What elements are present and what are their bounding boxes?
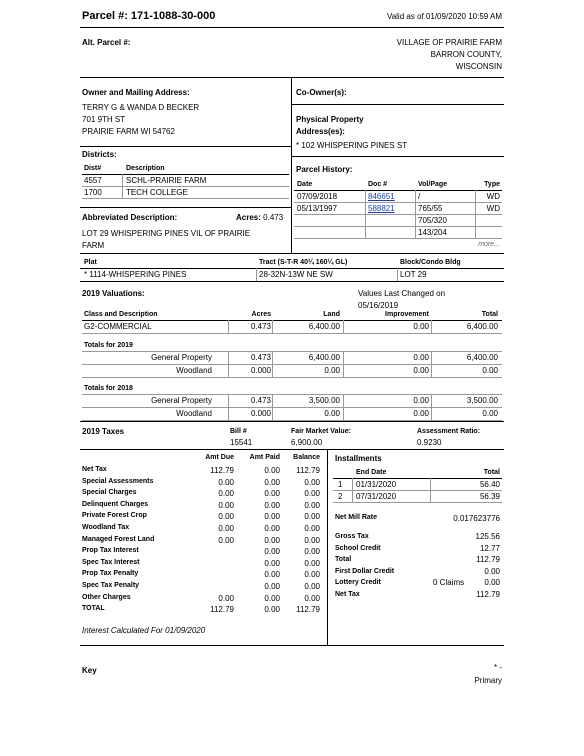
history-more-link[interactable]: more... <box>478 241 500 248</box>
val-col-line <box>431 351 432 377</box>
history-header-doc: Doc # <box>368 181 388 188</box>
acres-value: 0.473 <box>263 213 284 222</box>
tax-amt-paid: 0.00 <box>264 570 280 579</box>
key-divider <box>80 645 504 646</box>
val-land: 6,400.00 <box>308 322 340 331</box>
tax-amt-paid: 0.00 <box>264 559 280 568</box>
bill-value: 15541 <box>230 438 253 447</box>
municipality-line: VILLAGE OF PRAIRIE FARM <box>396 38 502 47</box>
tax-row-label: Woodland Tax <box>82 524 130 531</box>
val-col-line <box>431 394 432 420</box>
abbrev-line: FARM <box>82 241 105 250</box>
val-header-land: Land <box>323 311 340 318</box>
tax-balance: 0.00 <box>304 524 320 533</box>
tax-balance: 0.00 <box>304 582 320 591</box>
section-divider <box>80 77 504 78</box>
municipality-block <box>397 37 502 73</box>
history-row-line <box>294 226 502 227</box>
tax-row-label: Prop Tax Interest <box>82 547 139 554</box>
summary-label: Gross Tax <box>335 533 369 540</box>
tax-amt-paid: 0.00 <box>264 594 280 603</box>
fmv-label: Fair Market Value: <box>291 428 351 435</box>
tax-amt-paid: 0.00 <box>264 489 280 498</box>
plat-header: Plat <box>84 259 97 266</box>
summary-value: 12.77 <box>479 544 500 553</box>
abbrev-label: Abbreviated Description: <box>82 213 178 222</box>
summary-value: 0.00 <box>484 567 500 576</box>
inst-row-line <box>333 502 502 503</box>
values-changed-line: 05/16/2019 <box>358 301 399 310</box>
summary-label: First Dollar Credit <box>335 568 395 575</box>
districts-row-line <box>82 198 289 199</box>
history-date: 05/13/1997 <box>297 204 338 213</box>
summary-value: 125.56 <box>475 532 500 541</box>
tract-value: 28-32N-13W NE SW <box>259 270 333 279</box>
totals-improvement: 0.00 <box>413 409 429 418</box>
totals-improvement: 0.00 <box>413 366 429 375</box>
districts-row-line <box>82 174 289 175</box>
val-col-line <box>343 320 344 333</box>
val-row-line <box>82 394 502 395</box>
val-row-line <box>82 333 502 334</box>
inst-col-line <box>430 478 431 502</box>
lottery-claims: 0 Claims <box>433 578 465 587</box>
history-volpage: 705/320 <box>418 216 447 225</box>
history-row-line <box>294 238 502 239</box>
tax-balance: 0.00 <box>304 489 320 498</box>
history-header-date: Date <box>297 181 313 188</box>
totals-total: 0.00 <box>482 366 498 375</box>
key-label: Key <box>82 666 97 675</box>
val-row-line <box>82 320 502 321</box>
property-address-value: * 102 WHISPERING PINES ST <box>296 141 408 150</box>
co-owner-label: Co-Owner(s): <box>296 88 347 97</box>
totals-land: 0.00 <box>324 409 340 418</box>
abbrev-text <box>82 228 250 252</box>
tax-row-label: TOTAL <box>82 605 105 612</box>
totals-class: General Property <box>151 396 212 405</box>
tax-balance: 0.00 <box>304 559 320 568</box>
district-number: 1700 <box>84 188 102 197</box>
val-header-improvement: Improvement <box>385 311 429 318</box>
summary-label: School Credit <box>335 545 381 552</box>
summary-value: 112.79 <box>476 590 500 599</box>
inst-row-line <box>333 478 502 479</box>
totals-land: 0.00 <box>324 366 340 375</box>
totals-2018-label: Totals for 2018 <box>84 385 133 392</box>
tax-row-label: Other Charges <box>82 594 131 601</box>
plat-bottom-border <box>80 281 504 282</box>
ratio-value: 0.9230 <box>417 438 442 447</box>
abbrev-line: LOT 29 WHISPERING PINES VIL OF PRAIRIE <box>82 229 251 238</box>
tax-amt-paid: 0.00 <box>264 582 280 591</box>
val-header-acres: Acres <box>251 311 271 318</box>
totals-acres: 0.473 <box>250 353 271 362</box>
tax-amt-due: 0.00 <box>218 489 234 498</box>
tax-amt-due: 0.00 <box>218 501 234 510</box>
tax-row-label: Spec Tax Penalty <box>82 582 140 589</box>
property-address-label-line: Address(es): <box>296 127 345 136</box>
summary-label: Total <box>335 556 352 563</box>
totals-improvement: 0.00 <box>413 353 429 362</box>
alt-parcel-label: Alt. Parcel #: <box>82 38 131 47</box>
tract-header: Tract (S-T-R 40¼ 160¼ GL) <box>259 259 348 266</box>
val-col-line <box>272 351 273 377</box>
header-divider <box>80 27 504 28</box>
fmv-value: 6,900.00 <box>291 438 323 447</box>
tax-amt-paid: 0.00 <box>264 478 280 487</box>
inst-number: 1 <box>338 480 343 489</box>
net-mill-value: 0.017623776 <box>453 514 500 523</box>
totals-land: 6,400.00 <box>308 353 340 362</box>
tax-header-balance: Balance <box>293 454 320 461</box>
tax-amt-paid: 0.00 <box>264 536 280 545</box>
totals-class: General Property <box>151 353 212 362</box>
districts-header-desc: Description <box>126 165 165 172</box>
district-description: SCHL-PRAIRIE FARM <box>126 176 207 185</box>
val-col-line <box>272 320 273 333</box>
values-changed-line: Values Last Changed on <box>358 289 446 298</box>
val-header-total: Total <box>481 311 498 318</box>
val-header-class: Class and Description <box>84 311 158 318</box>
tax-header-amt-due: Amt Due <box>205 454 234 461</box>
tax-balance: 0.00 <box>304 594 320 603</box>
val-col-line <box>228 320 229 333</box>
history-doc-link[interactable]: 846651 <box>368 192 395 201</box>
val-improvement: 0.00 <box>413 322 429 331</box>
val-col-line <box>228 394 229 420</box>
tax-row-label: Special Assessments <box>82 478 154 485</box>
inst-number: 2 <box>338 492 343 501</box>
municipality-line: WISCONSIN <box>455 62 502 71</box>
val-col-line <box>343 351 344 377</box>
val-col-line <box>272 394 273 420</box>
val-total: 6,400.00 <box>466 322 498 331</box>
totals-2019-label: Totals for 2019 <box>84 342 133 349</box>
tax-amt-due: 0.00 <box>218 512 234 521</box>
tax-balance: 0.00 <box>304 501 320 510</box>
owner-line: 701 9TH ST <box>82 115 126 124</box>
block-header: Block/Condo Bldg <box>400 259 461 266</box>
owner-address <box>82 102 199 138</box>
history-volpage: 143/204 <box>418 228 447 237</box>
inst-col-line <box>352 478 353 502</box>
tax-balance: 112.79 <box>296 605 320 614</box>
history-row-line <box>294 202 502 203</box>
tax-row-label: Spec Tax Interest <box>82 559 140 566</box>
abbrev-divider <box>80 207 291 208</box>
val-row-line <box>82 351 502 352</box>
taxes-column-divider <box>327 449 328 645</box>
parcel-number: Parcel #: 171-1088-30-000 <box>82 10 216 22</box>
tax-header-amt-paid: Amt Paid <box>249 454 280 461</box>
history-doc-link[interactable]: 588821 <box>368 204 395 213</box>
val-acres: 0.473 <box>250 322 271 331</box>
history-label: Parcel History: <box>296 165 353 174</box>
tax-amt-due: 0.00 <box>218 524 234 533</box>
block-value: LOT 29 <box>400 270 427 279</box>
val-row-line <box>82 407 502 408</box>
tax-amt-paid: 0.00 <box>264 466 280 475</box>
totals-total: 3,500.00 <box>466 396 498 405</box>
tax-amt-due: 112.79 <box>210 466 234 475</box>
tax-amt-paid: 0.00 <box>264 605 280 614</box>
totals-class: Woodland <box>176 409 212 418</box>
totals-class: Woodland <box>176 366 212 375</box>
abbrev-acres <box>236 213 283 222</box>
history-date: 07/09/2018 <box>297 192 338 201</box>
totals-total: 0.00 <box>482 409 498 418</box>
districts-label: Districts: <box>82 150 117 159</box>
property-address-label <box>296 114 364 138</box>
tax-amt-due: 112.79 <box>210 605 234 614</box>
districts-row-line <box>82 186 289 187</box>
tax-row-label: Delinquent Charges <box>82 501 149 508</box>
acres-label: Acres: <box>236 213 261 222</box>
taxes-top-border <box>80 421 504 422</box>
districts-header-dist: Dist# <box>84 165 102 172</box>
tax-amt-due: 0.00 <box>218 536 234 545</box>
district-description: TECH COLLEGE <box>126 188 188 197</box>
tax-amt-paid: 0.00 <box>264 512 280 521</box>
inst-header-end-date: End Date <box>356 469 387 476</box>
tax-amt-paid: 0.00 <box>264 501 280 510</box>
history-col-line <box>365 190 366 238</box>
tax-balance: 0.00 <box>304 512 320 521</box>
interest-note: Interest Calculated For 01/09/2020 <box>82 626 206 635</box>
inst-row-line <box>333 490 502 491</box>
values-changed <box>358 288 445 312</box>
district-number: 4557 <box>84 176 102 185</box>
tax-row-label: Managed Forest Land <box>82 536 155 543</box>
taxes-divider <box>80 449 504 450</box>
tax-amt-due: 0.00 <box>218 594 234 603</box>
val-col-line <box>228 351 229 377</box>
key-symbol: * - <box>494 663 502 672</box>
taxes-label: 2019 Taxes <box>82 427 125 436</box>
summary-label: Net Tax <box>335 591 360 598</box>
tax-amt-paid: 0.00 <box>264 547 280 556</box>
inst-total: 56.39 <box>479 492 500 501</box>
key-meaning: Primary <box>474 676 502 685</box>
summary-value: 0.00 <box>484 578 500 587</box>
valid-as-of: Valid as of 01/09/2020 10:59 AM <box>386 12 502 21</box>
tax-amt-paid: 0.00 <box>264 524 280 533</box>
history-volpage: / <box>418 192 421 201</box>
tax-balance: 0.00 <box>304 478 320 487</box>
districts-col-line <box>122 174 123 198</box>
owner-line: PRAIRIE FARM WI 54762 <box>82 127 175 136</box>
municipality-line: BARRON COUNTY, <box>430 50 502 59</box>
tax-row-label: Private Forest Crop <box>82 512 147 519</box>
totals-total: 6,400.00 <box>466 353 498 362</box>
summary-label: Lottery Credit <box>335 579 381 586</box>
history-header-volpage: Vol/Page <box>418 181 448 188</box>
inst-end-date: 01/31/2020 <box>356 480 397 489</box>
installments-label: Installments <box>335 454 382 463</box>
tax-balance: 0.00 <box>304 547 320 556</box>
history-row-line <box>294 190 502 191</box>
plat-top-border <box>80 253 504 254</box>
history-type: WD <box>486 204 500 213</box>
tax-amt-due: 0.00 <box>218 478 234 487</box>
inst-header-total: Total <box>483 469 500 476</box>
property-address-label-line: Physical Property <box>296 115 364 124</box>
history-col-line <box>415 190 416 238</box>
plat-col-line <box>397 268 398 281</box>
ratio-label: Assessment Ratio: <box>417 428 481 435</box>
tax-balance: 0.00 <box>304 570 320 579</box>
tax-row-label: Prop Tax Penalty <box>82 570 139 577</box>
history-volpage: 765/55 <box>418 204 443 213</box>
val-class: G2-COMMERCIAL <box>84 322 152 331</box>
history-col-line <box>475 190 476 238</box>
totals-acres: 0.473 <box>250 396 271 405</box>
plat-row-line <box>80 268 504 269</box>
plat-value: * 1114-WHISPERING PINES <box>84 270 187 279</box>
tax-balance: 112.79 <box>296 466 320 475</box>
tax-row-label: Special Charges <box>82 489 137 496</box>
totals-land: 3,500.00 <box>308 396 340 405</box>
totals-acres: 0.000 <box>250 366 271 375</box>
co-owner-divider <box>291 104 504 105</box>
net-mill-label: Net Mill Rate <box>335 514 378 521</box>
summary-value: 112.79 <box>476 555 500 564</box>
history-divider <box>291 156 504 157</box>
history-type: WD <box>486 192 500 201</box>
totals-acres: 0.000 <box>250 409 271 418</box>
tax-balance: 0.00 <box>304 536 320 545</box>
val-col-line <box>431 320 432 333</box>
val-row-line <box>82 377 502 378</box>
districts-divider <box>80 146 291 147</box>
val-col-line <box>343 394 344 420</box>
owner-line: TERRY G & WANDA D BECKER <box>82 103 200 112</box>
val-row-line <box>82 364 502 365</box>
inst-end-date: 07/31/2020 <box>356 492 397 501</box>
tax-row-label: Net Tax <box>82 466 107 473</box>
inst-total: 56.40 <box>479 480 500 489</box>
totals-improvement: 0.00 <box>413 396 429 405</box>
history-row-line <box>294 214 502 215</box>
bill-label: Bill # <box>230 428 247 435</box>
owner-label: Owner and Mailing Address: <box>82 88 190 97</box>
plat-col-line <box>256 268 257 281</box>
history-header-type: Type <box>484 181 500 188</box>
valuations-label: 2019 Valuations: <box>82 289 145 298</box>
